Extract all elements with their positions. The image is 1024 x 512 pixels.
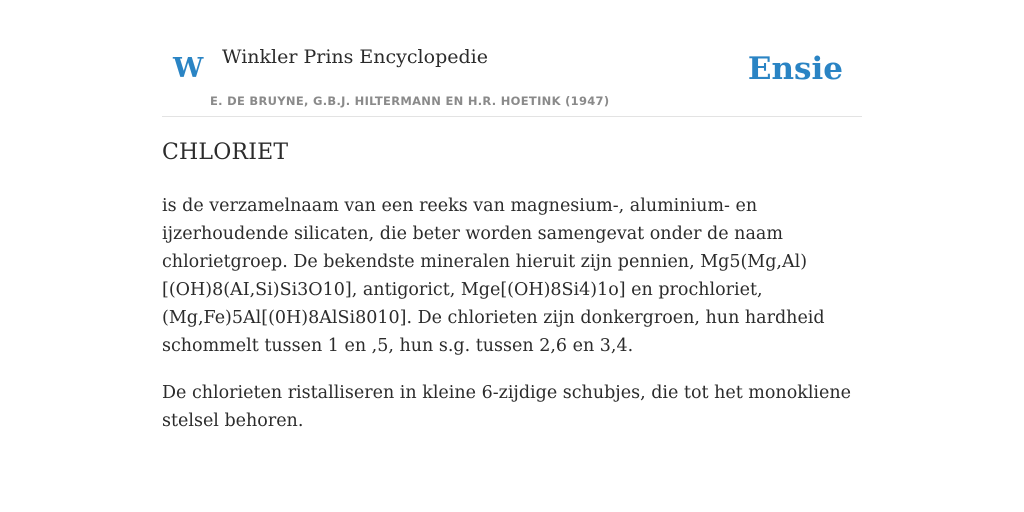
- authors-line: E. DE BRUYNE, G.B.J. HILTERMANN EN H.R. HOETINK (1947): [210, 94, 610, 108]
- article-title: CHLORIET: [162, 140, 289, 165]
- book-title-link[interactable]: Winkler Prins Encyclopedie: [222, 46, 488, 68]
- article-paragraph: De chlorieten ristalliseren in kleine 6-zijdige schubjes, die tot het monokliene stelsel behoren.: [162, 383, 852, 431]
- article-paragraph: is de verzamelnaam van een reeks van magnesium-, aluminium- en ijzerhoudende silicaten, die beter worden samengevat onder de naam chlorietgroep. De bekendste mineralen hieruit zijn pennien, Mg5(Mg,Al)[(OH)8(AI,Si)Si3O10], antigorict, Mge[(OH)8Si4)1o] en prochloriet, (Mg,Fe)5Al[(0H)8AlSi8010]. De chlorieten zijn donkergroen, hun hardheid schommelt tussen 1 en ,5, hun s.g. tussen 2,6 en 3,4.: [162, 196, 825, 356]
- header: [162, 40, 862, 117]
- ensie-logo[interactable]: Ensie: [747, 51, 843, 87]
- article-body: [162, 192, 862, 454]
- encyclopedia-logo[interactable]: W: [173, 53, 204, 84]
